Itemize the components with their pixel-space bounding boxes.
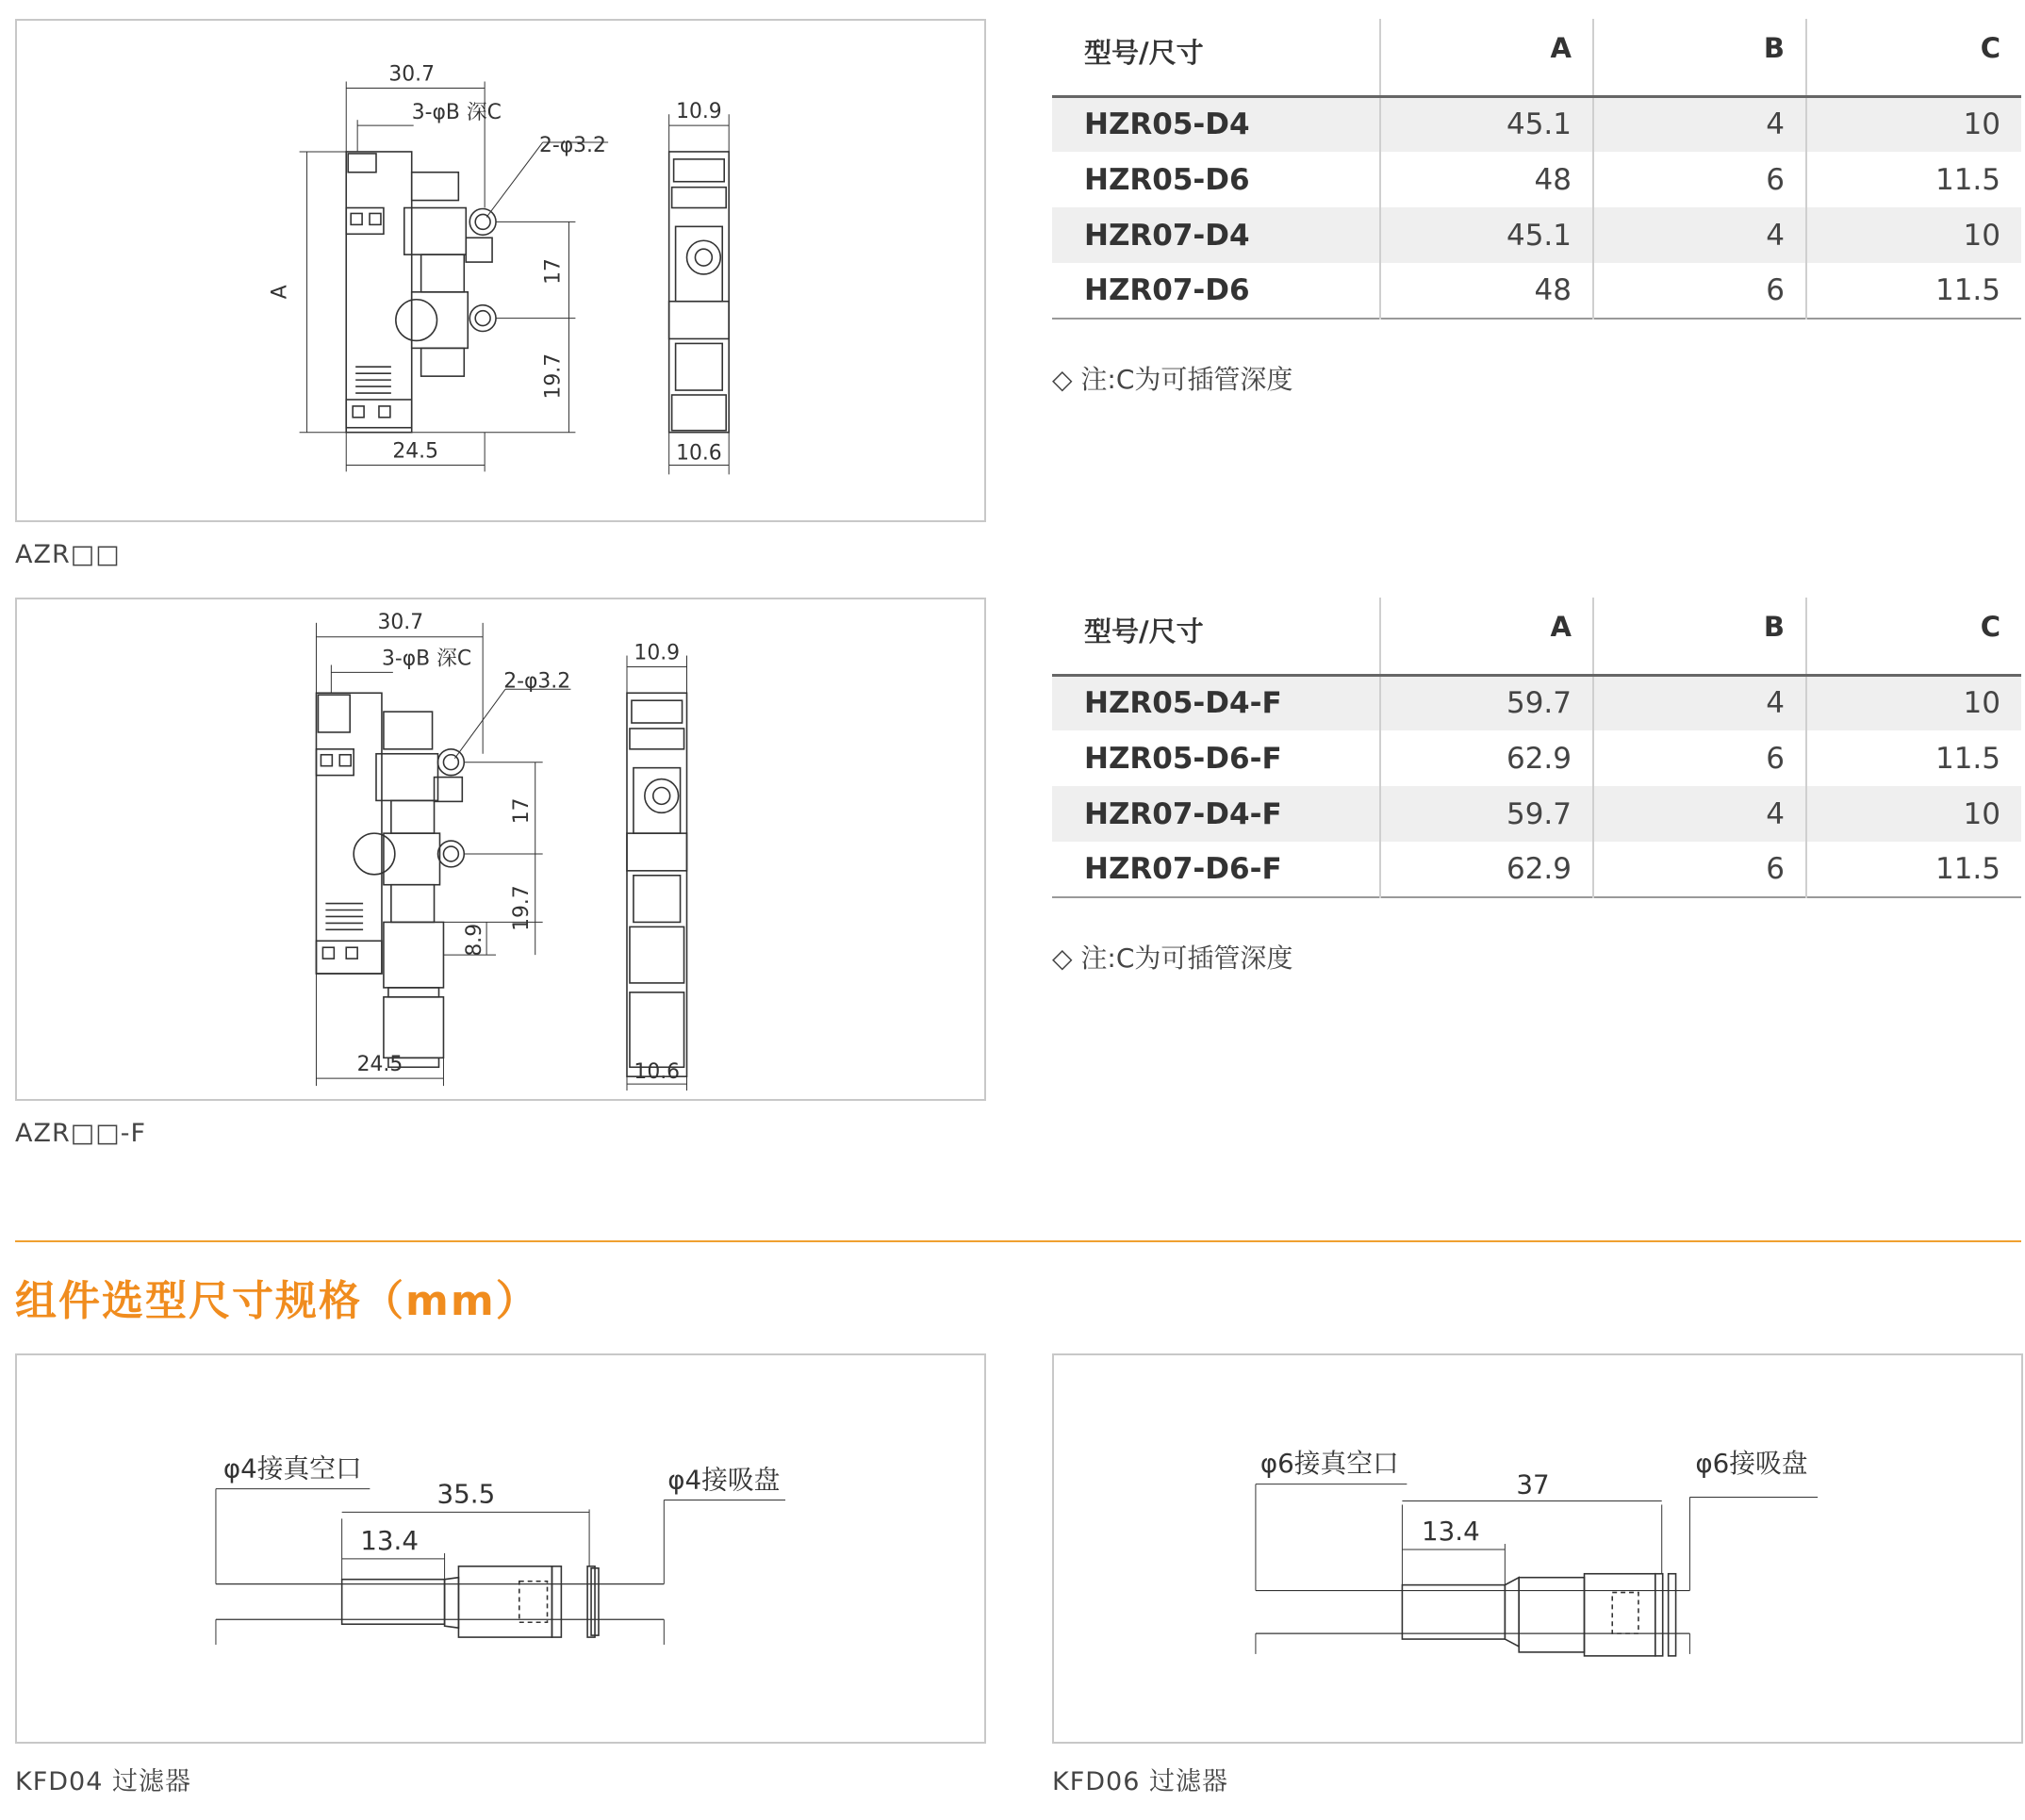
cell-model: HZR05-D6-F bbox=[1084, 741, 1282, 776]
table1-note: ◇ 注:C为可插管深度 bbox=[1052, 364, 1293, 395]
cell-a: 59.7 bbox=[1380, 786, 1593, 842]
dim-side-bottom: 10.6 bbox=[634, 1060, 681, 1085]
section-title: 组件选型尺寸规格（mm） bbox=[15, 1277, 539, 1325]
section-divider bbox=[15, 1240, 2021, 1242]
cell-c: 11.5 bbox=[1806, 152, 2021, 207]
figure-kfd06 bbox=[1052, 1353, 2023, 1744]
table-row bbox=[1052, 96, 2021, 152]
azr-drawing bbox=[17, 21, 984, 520]
cell-b: 4 bbox=[1593, 207, 1806, 263]
dim-17: 17 bbox=[509, 797, 534, 825]
figure-kfd04 bbox=[15, 1353, 986, 1744]
dim-width-bottom: 24.5 bbox=[356, 1053, 403, 1077]
table-header-row bbox=[1052, 598, 2021, 675]
table2-note: ◇ 注:C为可插管深度 bbox=[1052, 943, 1293, 974]
dim-19-7: 19.7 bbox=[541, 353, 566, 400]
kfd06-suction-cup-label: φ6接吸盘 bbox=[1695, 1447, 1808, 1479]
cell-c: 10 bbox=[1806, 96, 2021, 152]
table-row bbox=[1052, 675, 2021, 730]
dim-hole-small: 2-φ3.2 bbox=[538, 133, 606, 157]
cell-model: HZR07-D4 bbox=[1084, 218, 1250, 253]
cell-b: 4 bbox=[1593, 675, 1806, 730]
dim-side-bottom: 10.6 bbox=[676, 441, 722, 466]
cell-a: 48 bbox=[1380, 152, 1593, 207]
cell-a: 62.9 bbox=[1380, 842, 1593, 897]
spec-table-hzr bbox=[1052, 19, 2021, 320]
cell-c: 11.5 bbox=[1806, 263, 2021, 319]
dim-8-9: 8.9 bbox=[463, 923, 487, 957]
dim-width-top: 30.7 bbox=[377, 610, 424, 634]
cell-model: HZR07-D6-F bbox=[1084, 852, 1282, 886]
dim-width-top: 30.7 bbox=[388, 62, 436, 87]
table-row bbox=[1052, 786, 2021, 842]
cell-b: 6 bbox=[1593, 263, 1806, 319]
cell-model: HZR07-D6 bbox=[1084, 273, 1250, 307]
table-row bbox=[1052, 842, 2021, 897]
header-a: A bbox=[1380, 598, 1593, 675]
caption-kfd04: KFD04 过滤器 bbox=[15, 1767, 191, 1796]
kfd04-drawing bbox=[17, 1355, 984, 1742]
table-row bbox=[1052, 152, 2021, 207]
table-header-row bbox=[1052, 19, 2021, 96]
dim-19-7: 19.7 bbox=[509, 885, 534, 931]
dim-17: 17 bbox=[541, 258, 566, 285]
table-row bbox=[1052, 207, 2021, 263]
kfd04-dim-total: 35.5 bbox=[436, 1478, 496, 1510]
cell-model: HZR07-D4-F bbox=[1084, 796, 1282, 831]
kfd06-vacuum-port-label: φ6接真空口 bbox=[1259, 1447, 1399, 1479]
header-b: B bbox=[1593, 598, 1806, 675]
table-row bbox=[1052, 730, 2021, 786]
cell-b: 4 bbox=[1593, 786, 1806, 842]
figure-azr bbox=[15, 19, 986, 522]
cell-model: HZR05-D4 bbox=[1084, 107, 1250, 142]
kfd06-dim-total: 37 bbox=[1516, 1468, 1550, 1500]
cell-a: 45.1 bbox=[1380, 207, 1593, 263]
kfd04-dim-inner: 13.4 bbox=[360, 1524, 420, 1556]
cell-a: 62.9 bbox=[1380, 730, 1593, 786]
kfd04-vacuum-port-label: φ4接真空口 bbox=[222, 1452, 362, 1484]
dim-hole-b: 3-φB 深C bbox=[382, 647, 472, 671]
header-b: B bbox=[1593, 19, 1806, 96]
cell-a: 59.7 bbox=[1380, 675, 1593, 730]
cell-b: 6 bbox=[1593, 730, 1806, 786]
dim-hole-b: 3-φB 深C bbox=[411, 101, 502, 125]
cell-c: 10 bbox=[1806, 786, 2021, 842]
cell-c: 11.5 bbox=[1806, 842, 2021, 897]
dim-side-width: 10.9 bbox=[634, 641, 681, 665]
cell-c: 10 bbox=[1806, 675, 2021, 730]
header-model: 型号/尺寸 bbox=[1084, 615, 1204, 648]
cell-b: 6 bbox=[1593, 152, 1806, 207]
cell-a: 48 bbox=[1380, 263, 1593, 319]
kfd06-dim-inner: 13.4 bbox=[1422, 1516, 1480, 1548]
header-a: A bbox=[1380, 19, 1593, 96]
caption-kfd06: KFD06 过滤器 bbox=[1052, 1767, 1228, 1796]
cell-model: HZR05-D6 bbox=[1084, 162, 1250, 197]
spec-table-hzr-f bbox=[1052, 598, 2021, 898]
cell-b: 4 bbox=[1593, 96, 1806, 152]
caption-azr: AZR□□ bbox=[15, 540, 121, 569]
dim-width-bottom: 24.5 bbox=[392, 439, 438, 464]
table-row bbox=[1052, 263, 2021, 319]
header-model: 型号/尺寸 bbox=[1084, 37, 1204, 69]
figure-azr-f bbox=[15, 598, 986, 1101]
kfd04-suction-cup-label: φ4接吸盘 bbox=[667, 1464, 781, 1496]
header-c: C bbox=[1806, 598, 2021, 675]
cell-b: 6 bbox=[1593, 842, 1806, 897]
kfd06-drawing bbox=[1054, 1355, 2021, 1742]
dim-height-a: A bbox=[268, 285, 292, 300]
dim-hole-small: 2-φ3.2 bbox=[503, 669, 571, 694]
cell-model: HZR05-D4-F bbox=[1084, 686, 1282, 721]
azr-f-drawing bbox=[17, 599, 984, 1099]
header-c: C bbox=[1806, 19, 2021, 96]
caption-azr-f: AZR□□-F bbox=[15, 1119, 147, 1148]
cell-c: 10 bbox=[1806, 207, 2021, 263]
dim-side-width: 10.9 bbox=[676, 100, 722, 124]
cell-a: 45.1 bbox=[1380, 96, 1593, 152]
cell-c: 11.5 bbox=[1806, 730, 2021, 786]
